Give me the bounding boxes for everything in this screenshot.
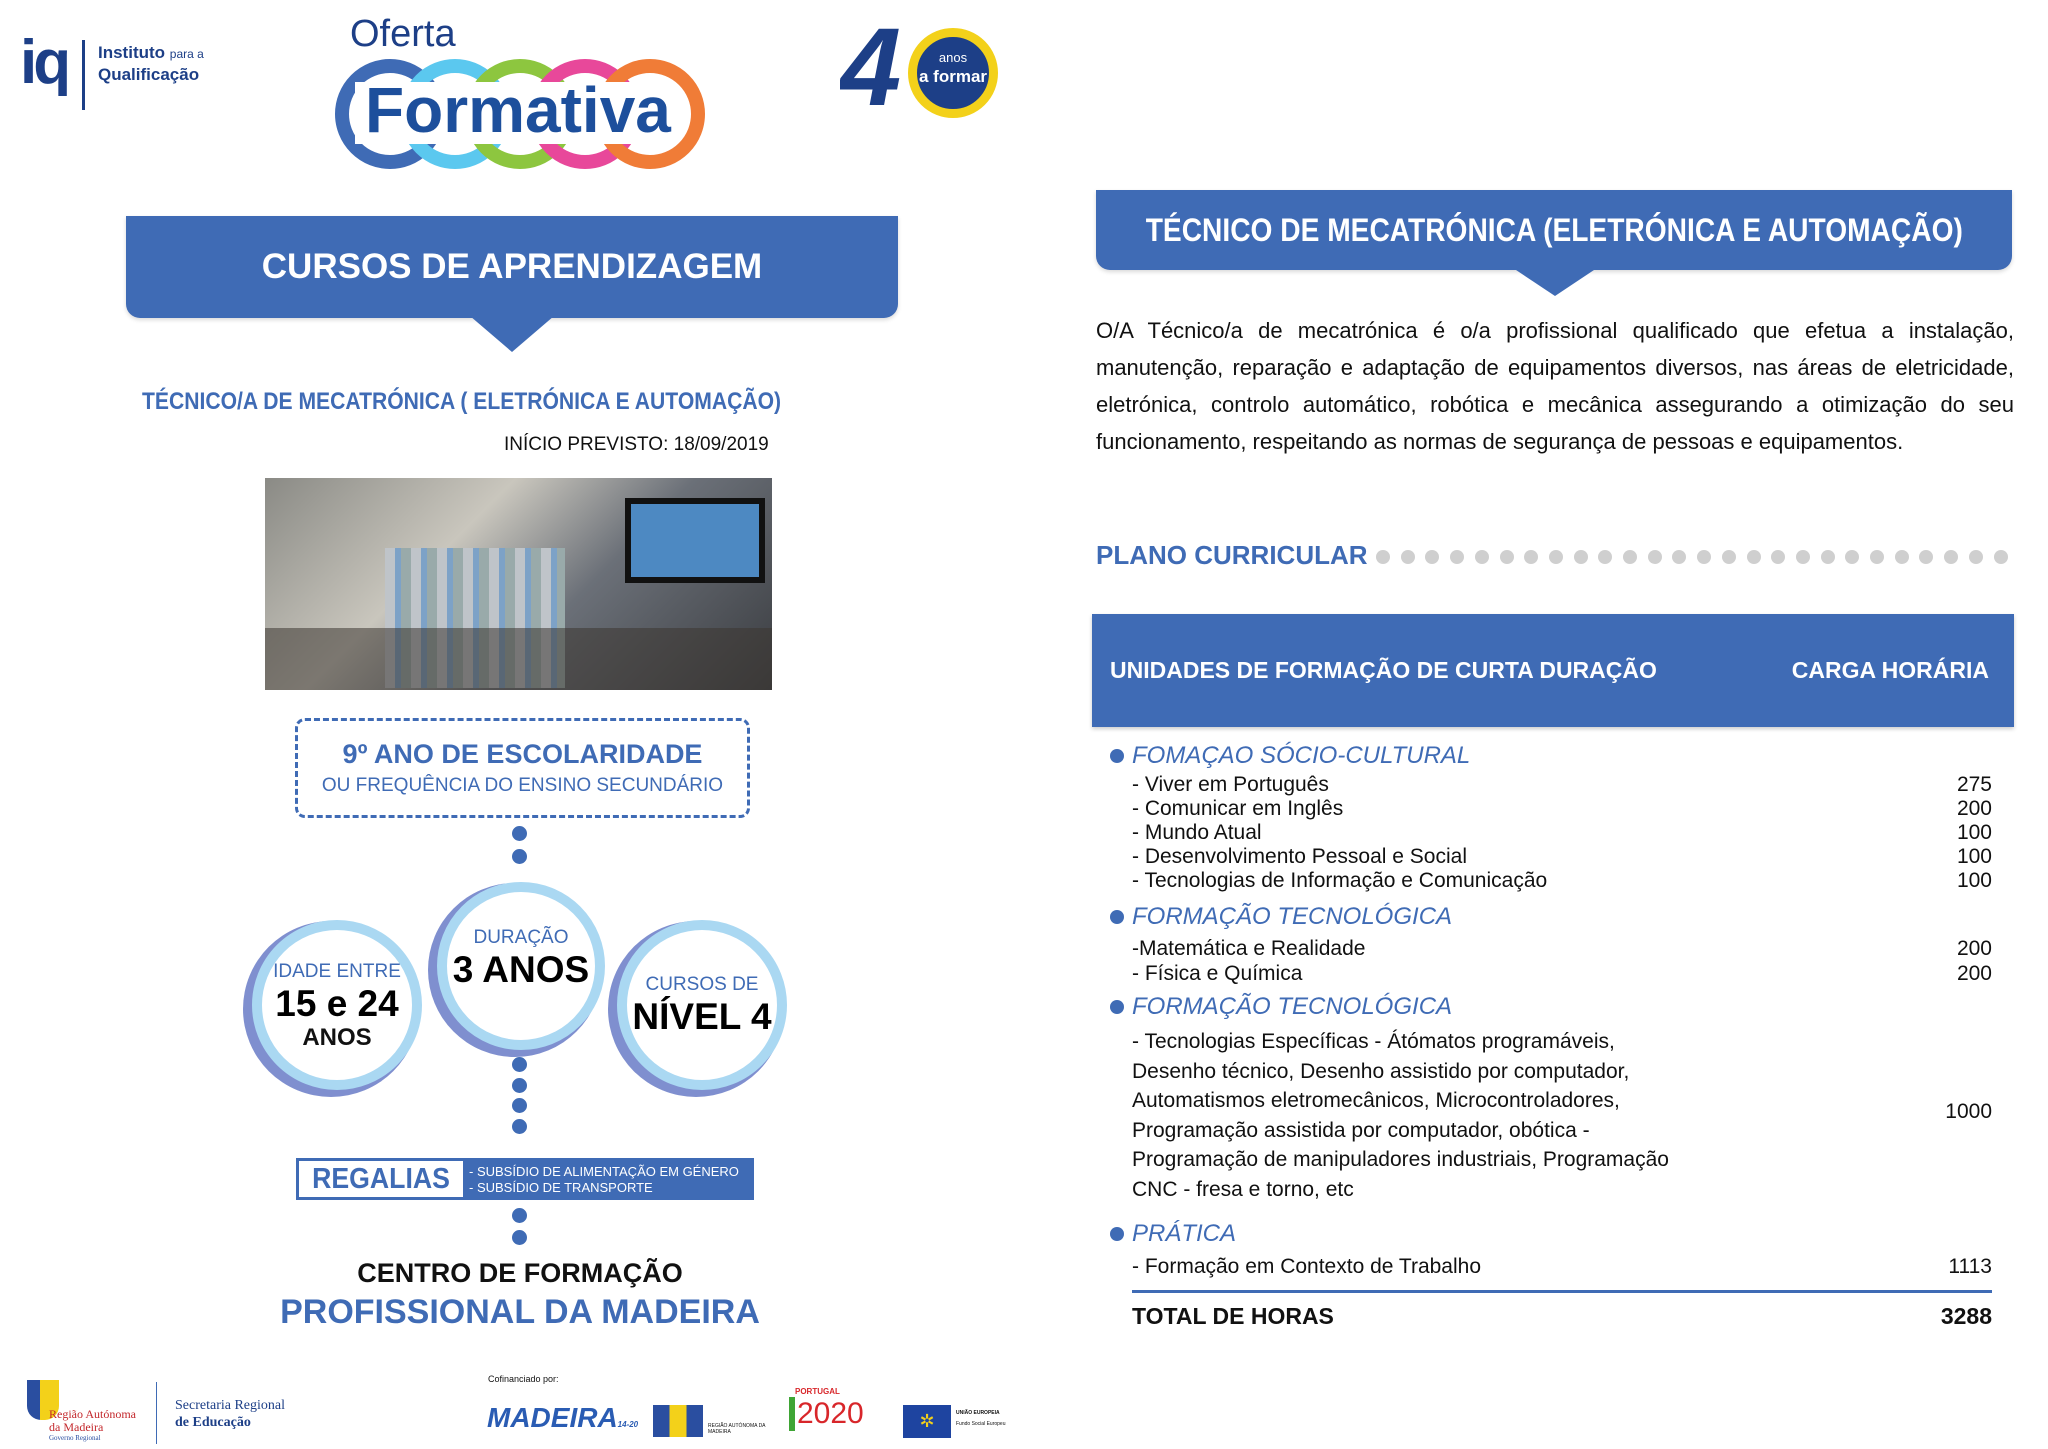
- oferta-text: Oferta: [350, 13, 456, 55]
- ram-flag-logo: [653, 1405, 703, 1437]
- unit-name: - Viver em Português: [1132, 773, 1329, 796]
- right-banner: [1096, 190, 2012, 270]
- table-row: [1132, 845, 1992, 868]
- portugal-2020-logo: [775, 1387, 864, 1431]
- decorative-dot: [1598, 550, 1612, 564]
- unit-hours: 100: [1956, 869, 1992, 892]
- course-title: TÉCNICO/A DE MECATRÓNICA ( ELETRÓNICA E AUTOMAÇÃO): [142, 388, 782, 415]
- unit-name: - Desenvolvimento Pessoal e Social: [1132, 845, 1467, 868]
- anos-text: anos: [938, 50, 968, 65]
- decorative-dot: [1895, 550, 1909, 564]
- center-line2: PROFISSIONAL DA MADEIRA: [280, 1293, 760, 1331]
- bullet-icon: [1110, 1000, 1124, 1014]
- connector-dot: [512, 1057, 527, 1072]
- unit-hours: 200: [1956, 797, 1992, 820]
- decorative-dot: [1623, 550, 1637, 564]
- decorative-dot: [1722, 550, 1736, 564]
- level-value: NÍVEL 4: [632, 996, 772, 1037]
- secretariat-line1: Secretaria Regional: [175, 1398, 286, 1413]
- decorative-dot: [1376, 550, 1390, 564]
- eu-label: UNIÃO EUROPEIA: [956, 1410, 1000, 1416]
- decorative-dot: [1574, 550, 1588, 564]
- decorative-dot: [1500, 550, 1514, 564]
- madeira-text: MADEIRA: [487, 1402, 618, 1433]
- a-formar-text: a formar: [918, 67, 988, 86]
- specific-tech-description: [1132, 1027, 1872, 1205]
- formativa-text: Formativa: [365, 74, 671, 146]
- decorative-dot: [1919, 550, 1933, 564]
- text-line: Programação de manipuladores industriais, Programação: [1132, 1148, 1669, 1172]
- iq-line1-small: para a: [169, 47, 204, 61]
- bullet-icon: [1110, 910, 1124, 924]
- table-row: [1132, 937, 1992, 960]
- unit-hours: 275: [1956, 773, 1992, 796]
- unit-hours: 200: [1956, 937, 1992, 960]
- section-title: PRÁTICA: [1132, 1220, 1237, 1247]
- decorative-dot: [1870, 550, 1884, 564]
- region-logo: [27, 1380, 157, 1446]
- left-banner-title: CURSOS DE APRENDIZAGEM: [261, 247, 763, 286]
- left-banner-pointer: [470, 316, 554, 352]
- iq-logo: [20, 28, 220, 115]
- region-line1: Região Autónoma: [49, 1407, 136, 1421]
- text-line: Programação assistida por computador, obótica -: [1132, 1118, 1590, 1142]
- connector-dot: [512, 1119, 527, 1134]
- col-units-header: UNIDADES DE FORMAÇÃO DE CURTA DURAÇÃO: [1110, 657, 1657, 683]
- portugal-text: PORTUGAL: [795, 1387, 840, 1396]
- decorative-dot: [1944, 550, 1958, 564]
- decorative-dot: [1747, 550, 1761, 564]
- requirement-line2: OU FREQUÊNCIA DO ENSINO SECUNDÁRIO: [321, 775, 724, 796]
- cofinanced-label: Cofinanciado por:: [488, 1374, 559, 1384]
- eu-flag-logo: ✲: [903, 1405, 951, 1438]
- connector-dot: [512, 1208, 527, 1223]
- eu-sub: Fundo Social Europeu: [956, 1421, 1006, 1427]
- iq-line2: Qualificação: [98, 65, 200, 84]
- duration-value: 3 ANOS: [452, 949, 590, 990]
- decorative-dot: [1549, 550, 1563, 564]
- section-heading: [1110, 993, 1452, 1020]
- age-label: IDADE ENTRE: [273, 960, 401, 982]
- decorative-dot: [1672, 550, 1686, 564]
- secretariat-logo: [175, 1397, 285, 1431]
- left-banner: [126, 216, 898, 318]
- total-value: 3288: [1940, 1303, 1992, 1329]
- ram-text: REGIÃO AUTÓNOMA DA MADEIRA: [708, 1423, 766, 1435]
- age-circle: [252, 920, 422, 1090]
- total-label: TOTAL DE HORAS: [1132, 1303, 1334, 1329]
- age-value: 15 e 24: [275, 982, 399, 1024]
- table-row: [1132, 962, 1992, 985]
- connector-dot: [512, 1078, 527, 1093]
- unit-name: - Física e Química: [1132, 962, 1303, 985]
- section-heading: [1110, 903, 1452, 930]
- decorative-dot: [1821, 550, 1835, 564]
- decorative-dot: [1697, 550, 1711, 564]
- center-line1: CENTRO DE FORMAÇÃO: [357, 1258, 683, 1288]
- total-divider: [1132, 1290, 1992, 1293]
- bullet-icon: [1110, 1227, 1124, 1241]
- unit-name: - Mundo Atual: [1132, 821, 1262, 844]
- unit-name: - Formação em Contexto de Trabalho: [1132, 1255, 1482, 1278]
- unit-hours: 100: [1956, 845, 1992, 868]
- age-sub: ANOS: [302, 1023, 372, 1051]
- iq-logo-mark: iq: [20, 28, 68, 97]
- number-four: 4: [840, 12, 902, 124]
- iq-divider: [82, 40, 85, 110]
- eu-text: [956, 1410, 1005, 1428]
- decorative-dot: [1796, 550, 1810, 564]
- iq-line1: Instituto: [98, 43, 166, 62]
- table-row: [1132, 773, 1992, 796]
- decorative-dot: [1648, 550, 1662, 564]
- decorative-dot: [1401, 550, 1415, 564]
- perk-item: - SUBSÍDIO DE ALIMENTAÇÃO EM GÉNERO: [469, 1164, 739, 1179]
- region-line2: da Madeira: [49, 1420, 104, 1434]
- table-row: [1132, 821, 1992, 844]
- decorative-dot: [1969, 550, 1983, 564]
- right-banner-pointer: [1513, 268, 1597, 296]
- unit-name: - Tecnologias de Informação e Comunicação: [1132, 869, 1548, 892]
- madeira-1420-logo: [487, 1402, 638, 1441]
- section-title: FORMAÇÃO TECNOLÓGICA: [1132, 903, 1453, 930]
- footer-divider: [156, 1382, 157, 1444]
- right-banner-title: TÉCNICO DE MECATRÓNICA (ELETRÓNICA E AUTOMAÇÃO): [1145, 211, 1963, 248]
- connector-dot: [512, 826, 527, 841]
- text-line: Automatismos eletromecânicos, Microcontroladores,: [1132, 1089, 1620, 1113]
- decorative-dot: [1845, 550, 1859, 564]
- section-title: FORMAÇÃO TECNOLÓGICA: [1132, 993, 1453, 1020]
- decorative-dot: [1771, 550, 1785, 564]
- decorative-dot: [1524, 550, 1538, 564]
- region-text: [49, 1408, 136, 1443]
- col-hours-header: CARGA HORÁRIA: [1791, 657, 1989, 683]
- total-row: [1132, 1303, 1992, 1330]
- connector-dot: [512, 849, 527, 864]
- perk-item: - SUBSÍDIO DE TRANSPORTE: [469, 1180, 653, 1195]
- perks-list: [463, 1161, 751, 1197]
- plan-title: PLANO CURRICULAR: [1096, 540, 1368, 570]
- unit-hours: 1000: [1945, 1100, 1992, 1123]
- section-heading: [1110, 1220, 1236, 1247]
- text-line: Desenho técnico, Desenho assistido por computador,: [1132, 1059, 1630, 1083]
- unit-hours: 100: [1956, 821, 1992, 844]
- madeira-sub: 14-20: [617, 1420, 639, 1429]
- section-heading: [1110, 742, 1470, 769]
- secretariat-line2: de Educação: [175, 1415, 251, 1430]
- unit-name: -Matemática e Realidade: [1132, 937, 1366, 960]
- decorative-dot: [1994, 550, 2008, 564]
- requirement-line1: 9º ANO DE ESCOLARIDADE: [342, 739, 703, 769]
- text-line: CNC - fresa e torno, etc: [1132, 1177, 1354, 1201]
- duration-label: DURAÇÃO: [473, 927, 569, 948]
- table-row: [1132, 797, 1992, 820]
- decorative-dot: [1475, 550, 1489, 564]
- section-title: FOMAÇAO SÓCIO-CULTURAL: [1132, 742, 1471, 769]
- decorative-dot: [1450, 550, 1464, 564]
- start-date: INÍCIO PREVISTO: 18/09/2019: [504, 434, 769, 455]
- level-label: CURSOS DE: [645, 974, 759, 995]
- unit-hours: 200: [1956, 962, 1992, 985]
- table-row: [1132, 1255, 1992, 1278]
- perks-box: [296, 1158, 754, 1200]
- anos-a-formar-logo: [840, 12, 1000, 128]
- perks-title: REGALIAS: [312, 1163, 450, 1195]
- oferta-formativa-logo: [330, 12, 715, 167]
- connector-dot: [512, 1230, 527, 1245]
- unit-hours: 1113: [1948, 1255, 1992, 1278]
- unit-name: - Comunicar em Inglês: [1132, 797, 1344, 820]
- bullet-icon: [1110, 749, 1124, 763]
- course-photo: [265, 478, 772, 690]
- table-row: [1132, 869, 1992, 892]
- table-header: [1092, 614, 2014, 727]
- decorative-dot: [1425, 550, 1439, 564]
- portugal-year: 2020: [789, 1397, 864, 1431]
- connector-dot: [512, 1098, 527, 1113]
- duration-circle: [437, 882, 605, 1050]
- requirement-box: [295, 718, 750, 818]
- text-line: - Tecnologias Específicas - Átómatos programáveis,: [1132, 1030, 1615, 1053]
- level-circle: [617, 920, 787, 1090]
- course-description: O/A Técnico/a de mecatrónica é o/a profissional qualificado que efetua a instalação, manutenção, reparação e adaptação de equipamentos diversos, nas áreas de eletricidade, eletrónica, controlo automático, robótica e mecânica assegurando a otimização do seu funcionamento, respeitando as normas de segurança de pessoas e equipamentos.: [1096, 318, 2014, 454]
- region-line3: Governo Regional: [49, 1434, 101, 1442]
